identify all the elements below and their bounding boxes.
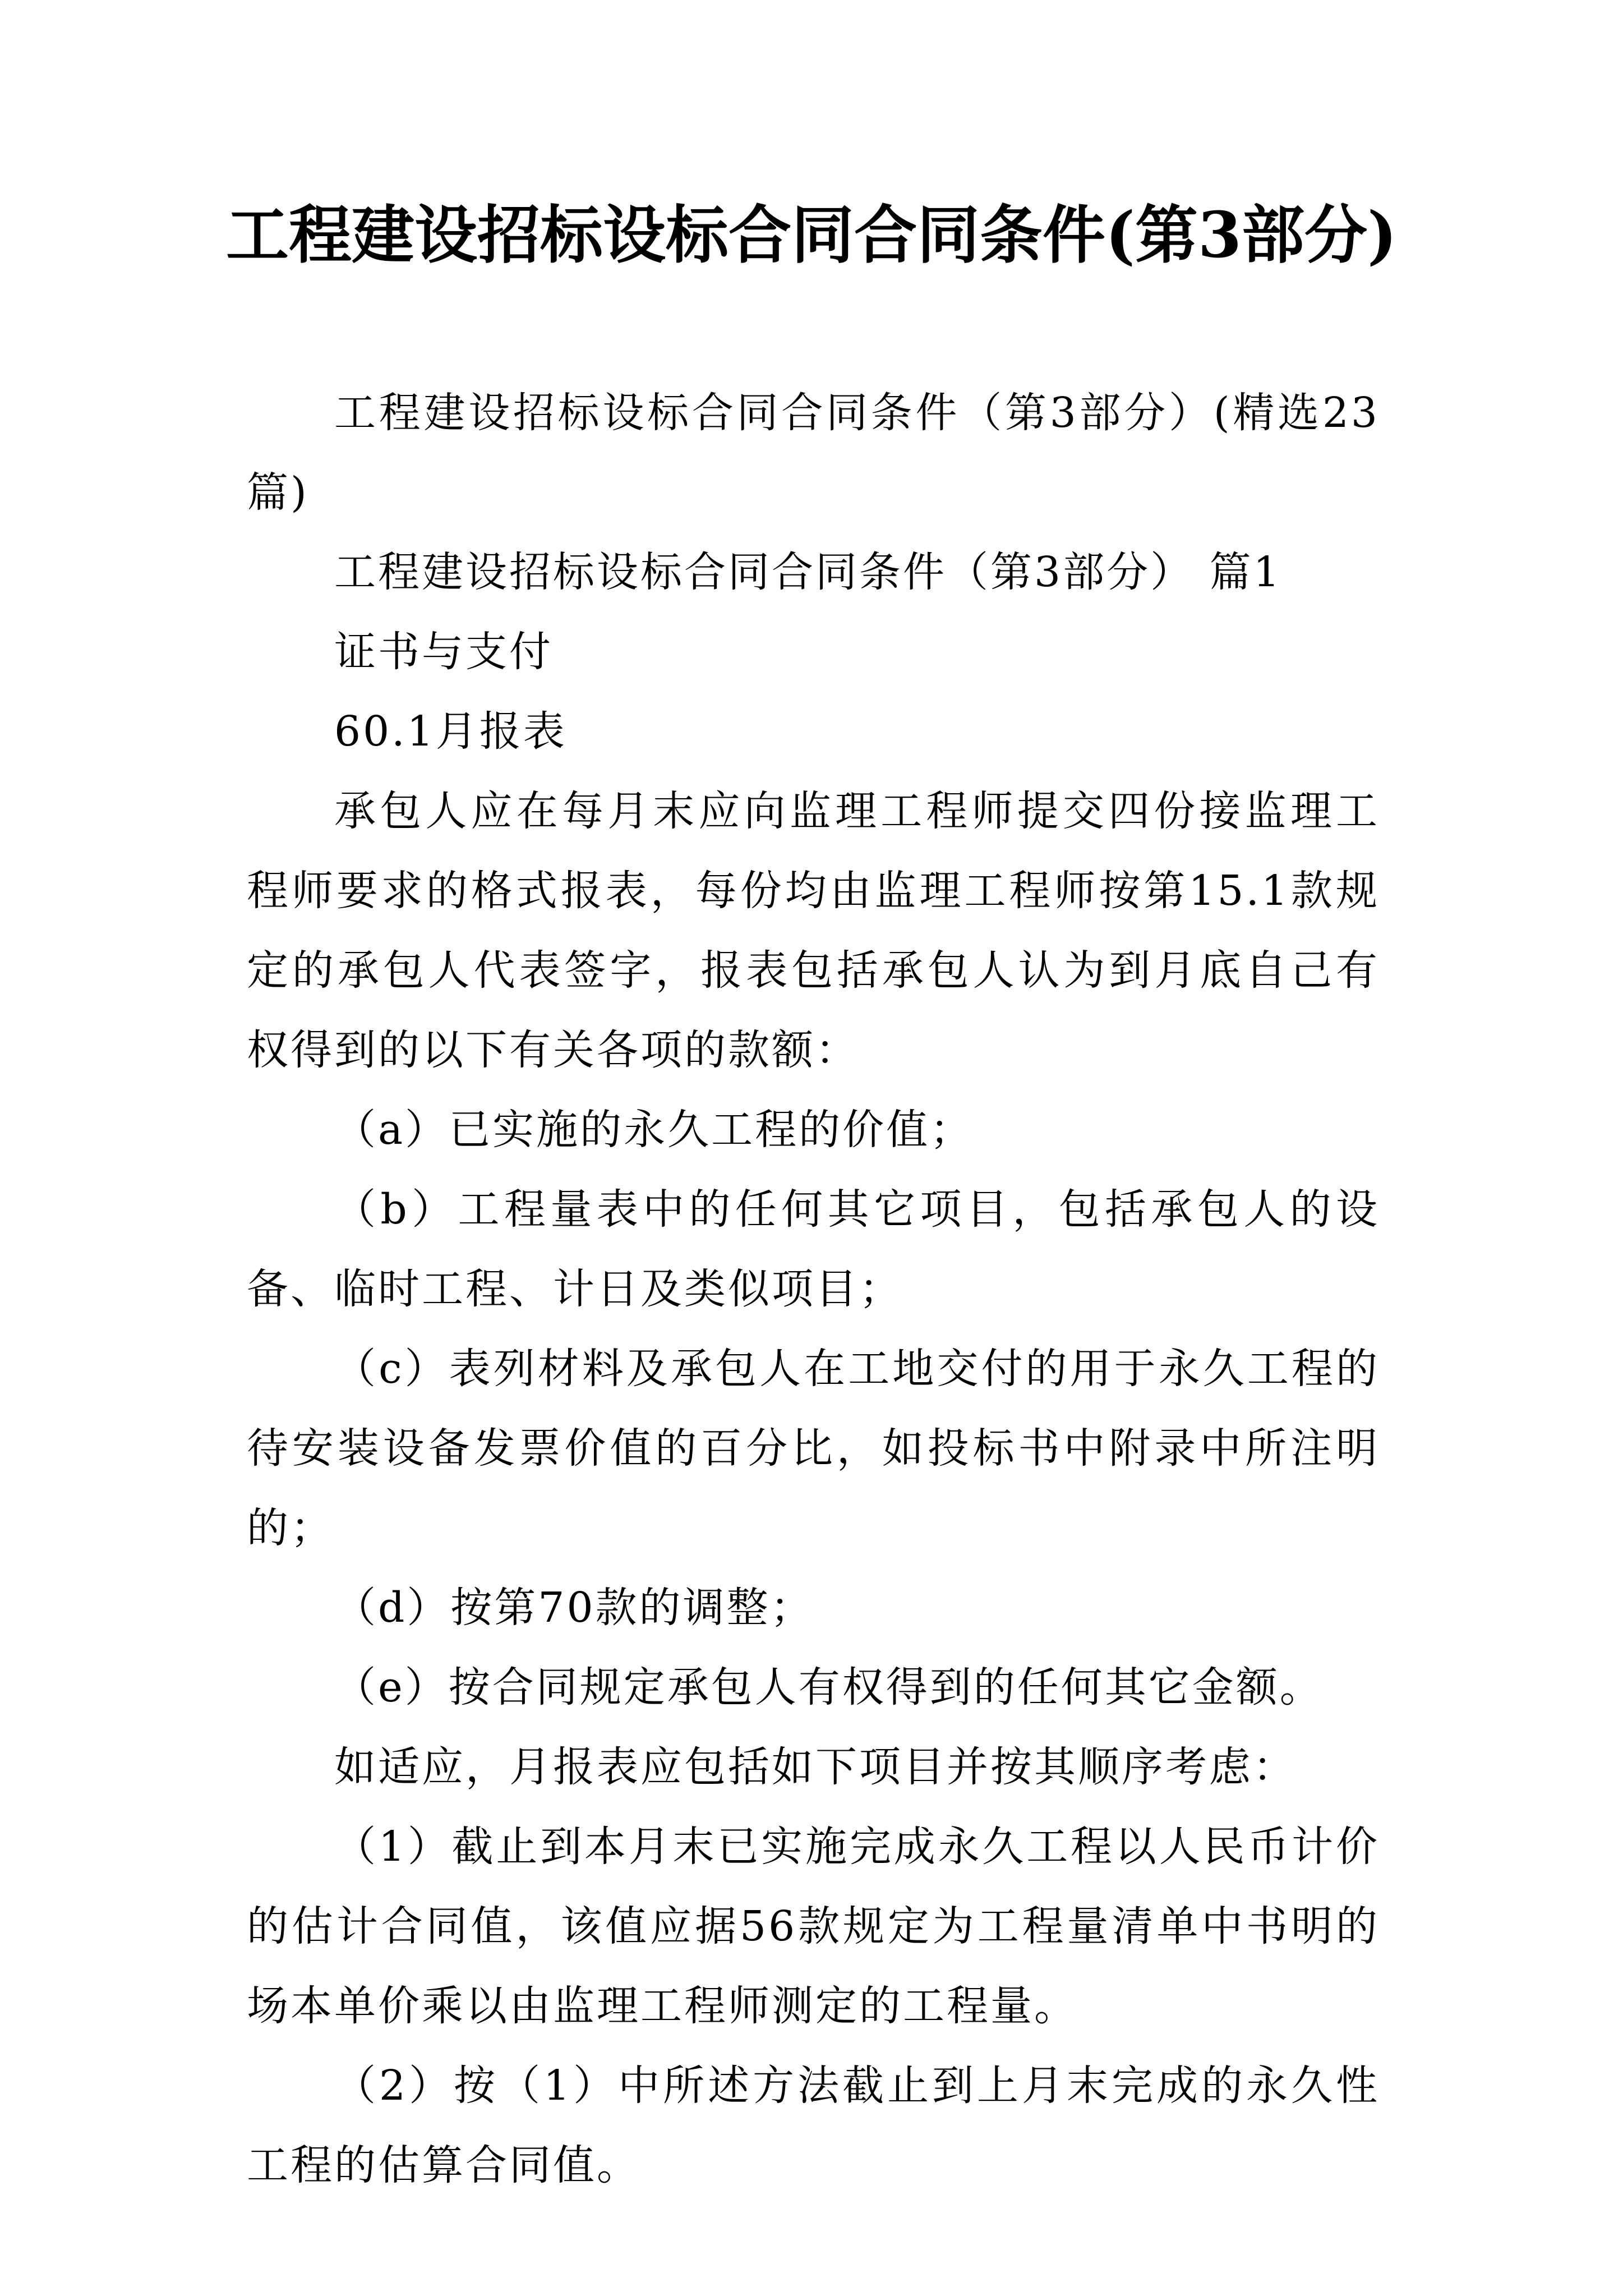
paragraph: 承包人应在每月末应向监理工程师提交四份接监理工程师要求的格式报表，每份均由监理工程师按第15.1款规定的承包人代表签字，报表包括承包人认为到月底自己有权得到的以下有关各项的款额：	[247, 787, 1380, 1074]
paragraph: （b）工程量表中的任何其它项目，包括承包人的设备、临时工程、计日及类似项目；	[247, 1185, 1380, 1313]
paragraph: （1）截止到本月末已实施完成永久工程以人民币计价的估计合同值，该值应据56款规定为工程量清单中书明的场本单价乘以由监理工程师测定的工程量。	[247, 1823, 1380, 2030]
paragraph: （c）表列材料及承包人在工地交付的用于永久工程的待安装设备发票价值的百分比，如投标书中附录中所注明的；	[247, 1345, 1380, 1552]
paragraph: 工程建设招标设标合同合同条件（第3部分）(精选23篇)	[247, 389, 1380, 517]
paragraph: 工程建设招标设标合同合同条件（第3部分） 篇1	[334, 548, 1282, 596]
document-title: 工程建设招标设标合同合同条件(第3部分)	[226, 199, 1397, 272]
paragraph: 证书与支付	[334, 628, 553, 676]
document-body	[247, 373, 1380, 2205]
paragraph: 60.1月报表	[334, 707, 567, 756]
paragraph: （d）按第70款的调整；	[334, 1584, 814, 1632]
paragraph: 如适应，月报表应包括如下项目并按其顺序考虑：	[334, 1743, 1297, 1791]
paragraph: （a）已实施的永久工程的价值；	[334, 1106, 974, 1154]
paragraph: （e）按合同规定承包人有权得到的任何其它金额。	[334, 1663, 1324, 1711]
paragraph: （2）按（1）中所述方法截止到上月末完成的永久性工程的估算合同值。	[247, 2062, 1380, 2189]
